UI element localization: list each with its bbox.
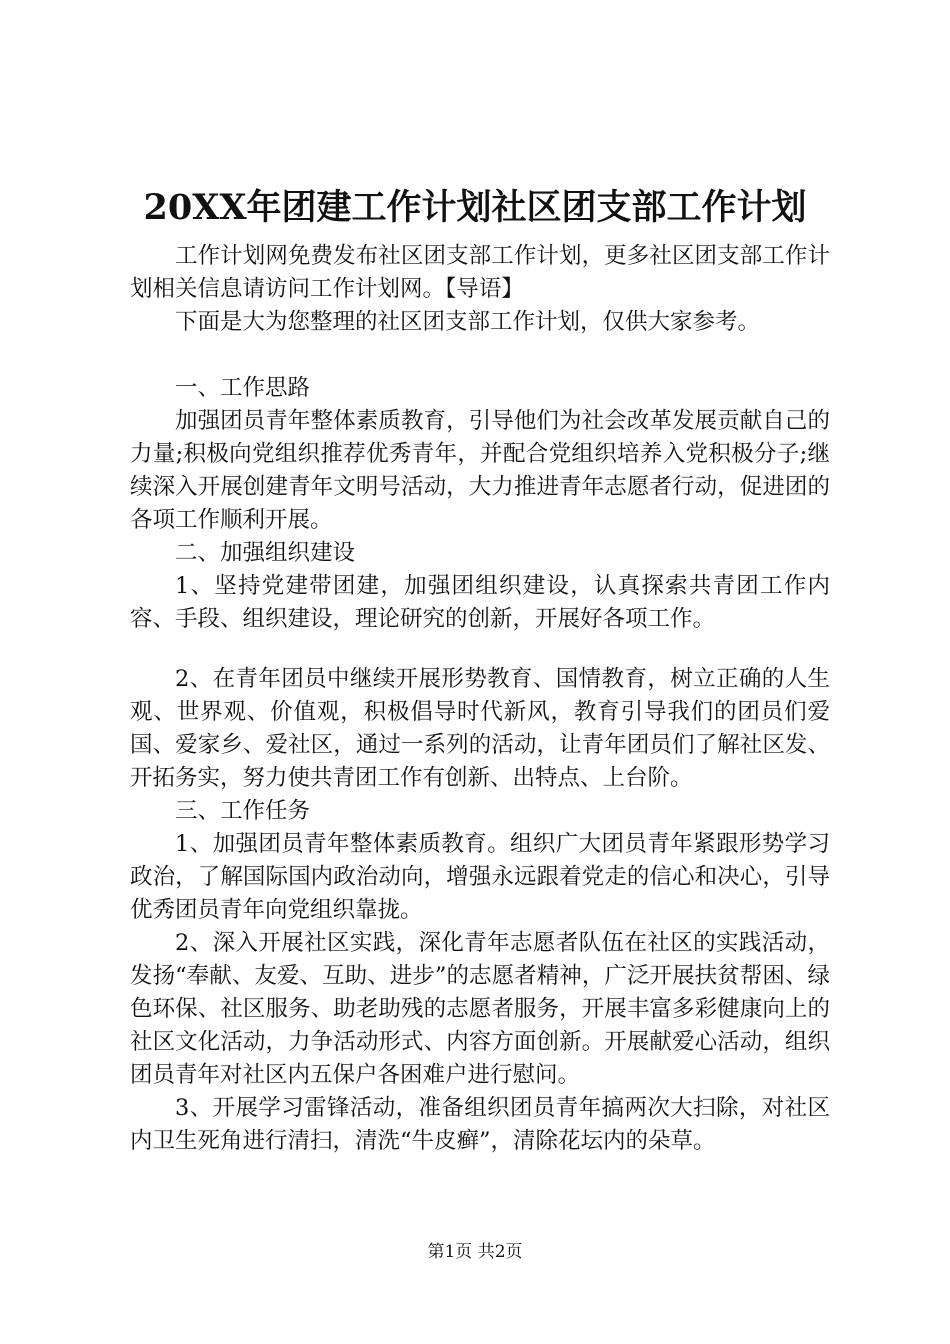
paragraph-work-ideas: 加强团员青年整体素质教育，引导他们为社会改革发展贡献自己的力量;积极向党组织推荐优秀青年，并配合党组织培养入党积极分子;继续深入开展创建青年文明号活动，大力推进青年志愿者行动，促进团的各项工作顺利开展。 [130, 408, 830, 533]
paragraph-task-3: 3、开展学习雷锋活动，准备组织团员青年搞两次大扫除，对社区内卫生死角进行清扫，清洗“牛皮癣”，清除花坛内的朵草。 [130, 1095, 830, 1154]
document-body [130, 240, 830, 1158]
paragraph-guide: 下面是大为您整理的社区团支部工作计划，仅供大家参考。 [175, 309, 761, 335]
section-heading-organization: 二、加强组织建设 [175, 540, 356, 566]
paragraph-task-2: 2、深入开展社区实践，深化青年志愿者队伍在社区的实践活动，发扬“奉献、友爱、互助、进步”的志愿者精神，广泛开展扶贫帮困、绿色环保、社区服务、助老助残的志愿者服务，开展丰富多彩健康向上的社区文化活动，力争活动形式、内容方面创新。开展献爱心活动，组织团员青年对社区内五保户各困难户进行慰问。 [130, 930, 830, 1088]
paragraph-task-1: 1、加强团员青年整体素质教育。组织广大团员青年紧跟形势学习政治，了解国际国内政治动向，增强永远跟着党走的信心和决心，引导优秀团员青年向党组织靠拢。 [130, 831, 830, 923]
section-heading-work-ideas: 一、工作思路 [175, 375, 311, 401]
paragraph-intro: 工作计划网免费发布社区团支部工作计划，更多社区团支部工作计划相关信息请访问工作计划网。【导语】 [130, 243, 830, 302]
section-heading-tasks: 三、工作任务 [175, 798, 311, 824]
document-title: 20XX年团建工作计划社区团支部工作计划 [143, 187, 807, 228]
paragraph-organization-2: 2、在青年团员中继续开展形势教育、国情教育，树立正确的人生观、世界观、价值观，积极倡导时代新风，教育引导我们的团员们爱国、爱家乡、爱社区，通过一系列的活动，让青年团员们了解社区发、开拓务实，努力使共青团工作有创新、出特点、上台阶。 [130, 666, 830, 791]
page-footer: 第1页 共2页 [427, 1242, 523, 1262]
paragraph-organization-1: 1、坚持党建带团建，加强团组织建设，认真探索共青团工作内容、手段、组织建设，理论研究的创新，开展好各项工作。 [130, 573, 830, 632]
